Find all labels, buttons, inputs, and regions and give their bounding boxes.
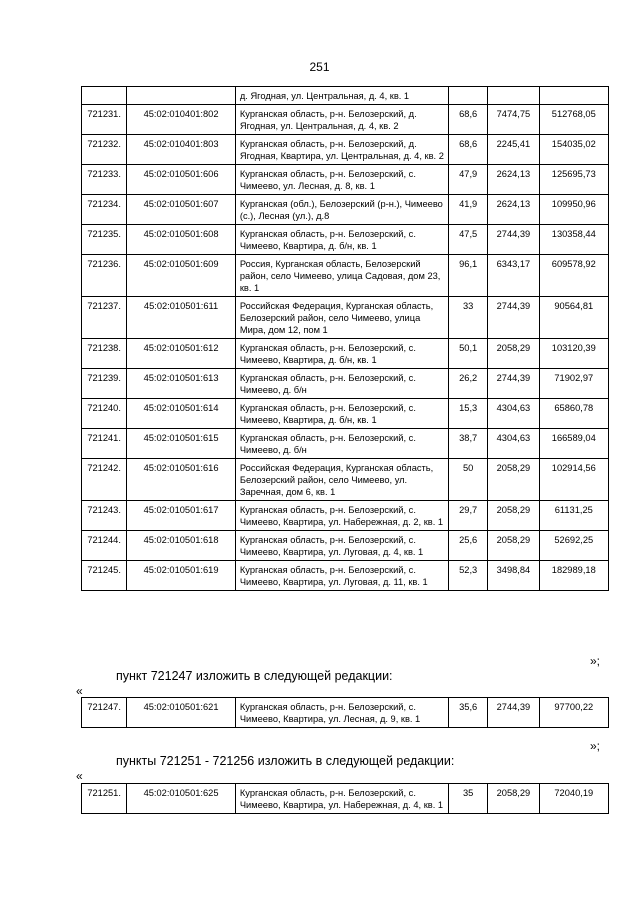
- cell-number: 721234.: [82, 195, 127, 225]
- cell-cadastral: 45:02:010501:618: [127, 531, 236, 561]
- cell-cadastral: 45:02:010401:803: [127, 135, 236, 165]
- cell-price: 2058,29: [488, 501, 539, 531]
- cell-value: 125695,73: [539, 165, 608, 195]
- cell-cadastral: 45:02:010501:625: [127, 784, 236, 814]
- cell-cadastral: [127, 87, 236, 105]
- cell-value: 609578,92: [539, 255, 608, 297]
- cell-area: 26,2: [449, 369, 488, 399]
- cell-area: 25,6: [449, 531, 488, 561]
- cell-value: 90564,81: [539, 297, 608, 339]
- cell-area: 52,3: [449, 561, 488, 591]
- opening-quote: «: [76, 684, 83, 698]
- cell-address: Курганская область, р-н. Белозерский, с. Чимеево, Квартира, ул. Набережная, д. 4, кв. 1: [235, 784, 448, 814]
- cell-price: [488, 87, 539, 105]
- cell-cadastral: 45:02:010501:608: [127, 225, 236, 255]
- cell-number: 721231.: [82, 105, 127, 135]
- closing-quote: »;: [590, 739, 601, 753]
- cell-cadastral: 45:02:010401:802: [127, 105, 236, 135]
- cell-number: 721238.: [82, 339, 127, 369]
- closing-quote: »;: [590, 654, 601, 668]
- cell-number: 721236.: [82, 255, 127, 297]
- cell-address: Курганская область, р-н. Белозерский, с. Чимеево, Квартира, ул. Луговая, д. 11, кв. 1: [235, 561, 448, 591]
- table-row: [82, 698, 609, 728]
- cell-cadastral: 45:02:010501:616: [127, 459, 236, 501]
- cell-area: 96,1: [449, 255, 488, 297]
- table-row: [82, 255, 609, 297]
- cell-value: 182989,18: [539, 561, 608, 591]
- cell-value: 52692,25: [539, 531, 608, 561]
- cell-value: 72040,19: [539, 784, 608, 814]
- table-row: [82, 195, 609, 225]
- cell-area: 35,6: [449, 698, 488, 728]
- cell-number: 721232.: [82, 135, 127, 165]
- cell-address: Курганская область, р-н. Белозерский, с. Чимеево, д. б/н: [235, 369, 448, 399]
- cell-area: 33: [449, 297, 488, 339]
- cell-cadastral: 45:02:010501:609: [127, 255, 236, 297]
- cell-area: 35: [449, 784, 488, 814]
- cell-address: Курганская область, р-н. Белозерский, с. Чимеево, ул. Лесная, д. 8, кв. 1: [235, 165, 448, 195]
- cell-number: [82, 87, 127, 105]
- cell-price: 7474,75: [488, 105, 539, 135]
- cell-cadastral: 45:02:010501:614: [127, 399, 236, 429]
- cell-price: 4304,63: [488, 399, 539, 429]
- table-row: [82, 459, 609, 501]
- cell-value: 71902,97: [539, 369, 608, 399]
- cell-cadastral: 45:02:010501:613: [127, 369, 236, 399]
- table-row: [82, 339, 609, 369]
- cell-address: Курганская область, р-н. Белозерский, д. Ягодная, Квартира, ул. Центральная, д. 4, кв. 2: [235, 135, 448, 165]
- cell-address: Российская Федерация, Курганская область, Белозерский район, село Чимеево, ул. Заречная, дом 6, кв. 1: [235, 459, 448, 501]
- cell-price: 2245,41: [488, 135, 539, 165]
- table-row: [82, 369, 609, 399]
- cell-value: 166589,04: [539, 429, 608, 459]
- cell-address: Россия, Курганская область, Белозерский район, село Чимеево, улица Садовая, дом 23, кв. 1: [235, 255, 448, 297]
- cell-address: Курганская область, р-н. Белозерский, д. Ягодная, ул. Центральная, д. 4, кв. 2: [235, 105, 448, 135]
- cell-cadastral: 45:02:010501:611: [127, 297, 236, 339]
- cell-cadastral: 45:02:010501:619: [127, 561, 236, 591]
- table-row: [82, 297, 609, 339]
- table-row: [82, 531, 609, 561]
- cell-area: 38,7: [449, 429, 488, 459]
- cell-cadastral: 45:02:010501:615: [127, 429, 236, 459]
- cell-area: 68,6: [449, 105, 488, 135]
- table-row: [82, 135, 609, 165]
- table-row: [82, 429, 609, 459]
- cell-price: 2624,13: [488, 165, 539, 195]
- property-table-amended-721247: [81, 697, 609, 728]
- property-table-amended-721251: [81, 783, 609, 814]
- table-row: [82, 399, 609, 429]
- cell-number: 721233.: [82, 165, 127, 195]
- table-row: [82, 87, 609, 105]
- cell-number: 721242.: [82, 459, 127, 501]
- cell-number: 721243.: [82, 501, 127, 531]
- cell-value: [539, 87, 608, 105]
- cell-price: 2058,29: [488, 784, 539, 814]
- cell-price: 2744,39: [488, 225, 539, 255]
- cell-number: 721241.: [82, 429, 127, 459]
- cell-value: 512768,05: [539, 105, 608, 135]
- opening-quote: «: [76, 769, 83, 783]
- amendment-instruction: пункты 721251 - 721256 изложить в следующей редакции:: [116, 754, 455, 768]
- table-row: [82, 225, 609, 255]
- amendment-instruction: пункт 721247 изложить в следующей редакции:: [116, 669, 393, 683]
- cell-value: 103120,39: [539, 339, 608, 369]
- cell-value: 61131,25: [539, 501, 608, 531]
- table-row: [82, 501, 609, 531]
- property-table-main: [81, 86, 609, 591]
- table-row: [82, 105, 609, 135]
- table-row: [82, 561, 609, 591]
- cell-number: 721251.: [82, 784, 127, 814]
- cell-area: 68,6: [449, 135, 488, 165]
- cell-value: 65860,78: [539, 399, 608, 429]
- cell-value: 130358,44: [539, 225, 608, 255]
- cell-area: 50: [449, 459, 488, 501]
- cell-address: Курганская (обл.), Белозерский (р-н.), Чимеево (с.), Лесная (ул.), д.8: [235, 195, 448, 225]
- cell-price: 2058,29: [488, 531, 539, 561]
- cell-number: 721245.: [82, 561, 127, 591]
- cell-area: 29,7: [449, 501, 488, 531]
- cell-number: 721240.: [82, 399, 127, 429]
- cell-number: 721235.: [82, 225, 127, 255]
- cell-price: 2744,39: [488, 369, 539, 399]
- cell-cadastral: 45:02:010501:607: [127, 195, 236, 225]
- cell-number: 721244.: [82, 531, 127, 561]
- table-row: [82, 165, 609, 195]
- cell-address: Курганская область, р-н. Белозерский, с. Чимеево, Квартира, ул. Лесная, д. 9, кв. 1: [235, 698, 448, 728]
- cell-price: 6343,17: [488, 255, 539, 297]
- cell-price: 2624,13: [488, 195, 539, 225]
- cell-number: 721239.: [82, 369, 127, 399]
- cell-cadastral: 45:02:010501:617: [127, 501, 236, 531]
- cell-price: 3498,84: [488, 561, 539, 591]
- cell-address: Курганская область, р-н. Белозерский, с. Чимеево, Квартира, д. б/н, кв. 1: [235, 339, 448, 369]
- cell-price: 2744,39: [488, 297, 539, 339]
- cell-address: Курганская область, р-н. Белозерский, с. Чимеево, Квартира, ул. Луговая, д. 4, кв. 1: [235, 531, 448, 561]
- page-number: 251: [309, 60, 330, 74]
- cell-address: Курганская область, р-н. Белозерский, с. Чимеево, Квартира, д. б/н, кв. 1: [235, 225, 448, 255]
- cell-area: 47,5: [449, 225, 488, 255]
- cell-value: 154035,02: [539, 135, 608, 165]
- cell-number: 721237.: [82, 297, 127, 339]
- cell-price: 2744,39: [488, 698, 539, 728]
- cell-area: 47,9: [449, 165, 488, 195]
- cell-area: [449, 87, 488, 105]
- cell-value: 97700,22: [539, 698, 608, 728]
- cell-cadastral: 45:02:010501:612: [127, 339, 236, 369]
- cell-area: 41,9: [449, 195, 488, 225]
- cell-area: 15,3: [449, 399, 488, 429]
- cell-price: 2058,29: [488, 459, 539, 501]
- cell-area: 50,1: [449, 339, 488, 369]
- cell-value: 109950,96: [539, 195, 608, 225]
- cell-address: Курганская область, р-н. Белозерский, с. Чимеево, д. б/н: [235, 429, 448, 459]
- cell-address: д. Ягодная, ул. Центральная, д. 4, кв. 1: [235, 87, 448, 105]
- cell-cadastral: 45:02:010501:621: [127, 698, 236, 728]
- cell-price: 2058,29: [488, 339, 539, 369]
- cell-address: Курганская область, р-н. Белозерский, с. Чимеево, Квартира, д. б/н, кв. 1: [235, 399, 448, 429]
- table-row: [82, 784, 609, 814]
- cell-price: 4304,63: [488, 429, 539, 459]
- cell-number: 721247.: [82, 698, 127, 728]
- cell-address: Российская Федерация, Курганская область, Белозерский район, село Чимеево, улица Мира, дом 12, пом 1: [235, 297, 448, 339]
- cell-value: 102914,56: [539, 459, 608, 501]
- cell-cadastral: 45:02:010501:606: [127, 165, 236, 195]
- cell-address: Курганская область, р-н. Белозерский, с. Чимеево, Квартира, ул. Набережная, д. 2, кв. 1: [235, 501, 448, 531]
